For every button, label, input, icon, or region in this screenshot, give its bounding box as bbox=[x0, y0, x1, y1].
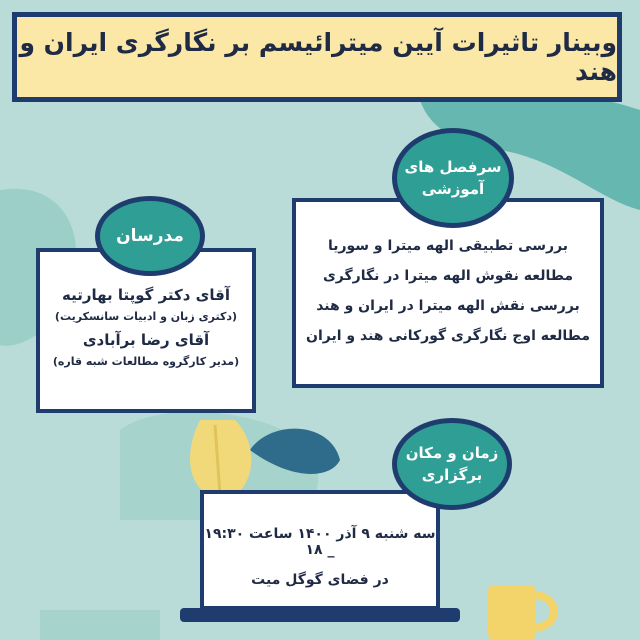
teacher-2-name: آقای رضا برآبادی bbox=[82, 331, 210, 349]
topic-item: مطالعه نقوش الهه میترا در نگارگری bbox=[322, 268, 574, 284]
schedule-screen bbox=[200, 490, 440, 610]
teacher-1-name: آقای دکتر گوپتا بهارتیه bbox=[61, 286, 231, 304]
title-banner bbox=[12, 12, 622, 102]
teachers-badge-label: مدرسان bbox=[116, 226, 184, 246]
topics-badge-line1: سرفصل های bbox=[404, 158, 502, 176]
teacher-1-role: (دکتری زبان و ادبیات سانسکریت) bbox=[54, 310, 238, 323]
schedule-datetime: سه شنبه ۹ آذر ۱۴۰۰ ساعت ۱۹:۳۰ _ ۱۸ bbox=[204, 526, 436, 558]
topic-item: بررسی تطبیقی الهه میترا و سوریا bbox=[327, 238, 569, 254]
teachers-badge bbox=[95, 196, 205, 276]
schedule-badge-line1: زمان و مکان bbox=[405, 444, 499, 462]
topic-item: مطالعه اوج نگارگری گورکانی هند و ایران bbox=[306, 328, 590, 344]
topics-badge-line2: آموزشی bbox=[421, 180, 485, 198]
topic-item: بررسی نقش الهه میترا در ایران و هند bbox=[316, 298, 580, 314]
schedule-place: در فضای گوگل میت bbox=[251, 572, 389, 588]
topics-badge bbox=[392, 128, 514, 228]
schedule-badge bbox=[392, 418, 512, 510]
teacher-2-role: (مدیر کارگروه مطالعات شبه قاره) bbox=[52, 355, 240, 368]
schedule-badge-line2: برگزاری bbox=[421, 466, 483, 484]
page-title: وبینار تاثیرات آیین میترائیسم بر نگارگری ایران و هند bbox=[19, 28, 617, 86]
